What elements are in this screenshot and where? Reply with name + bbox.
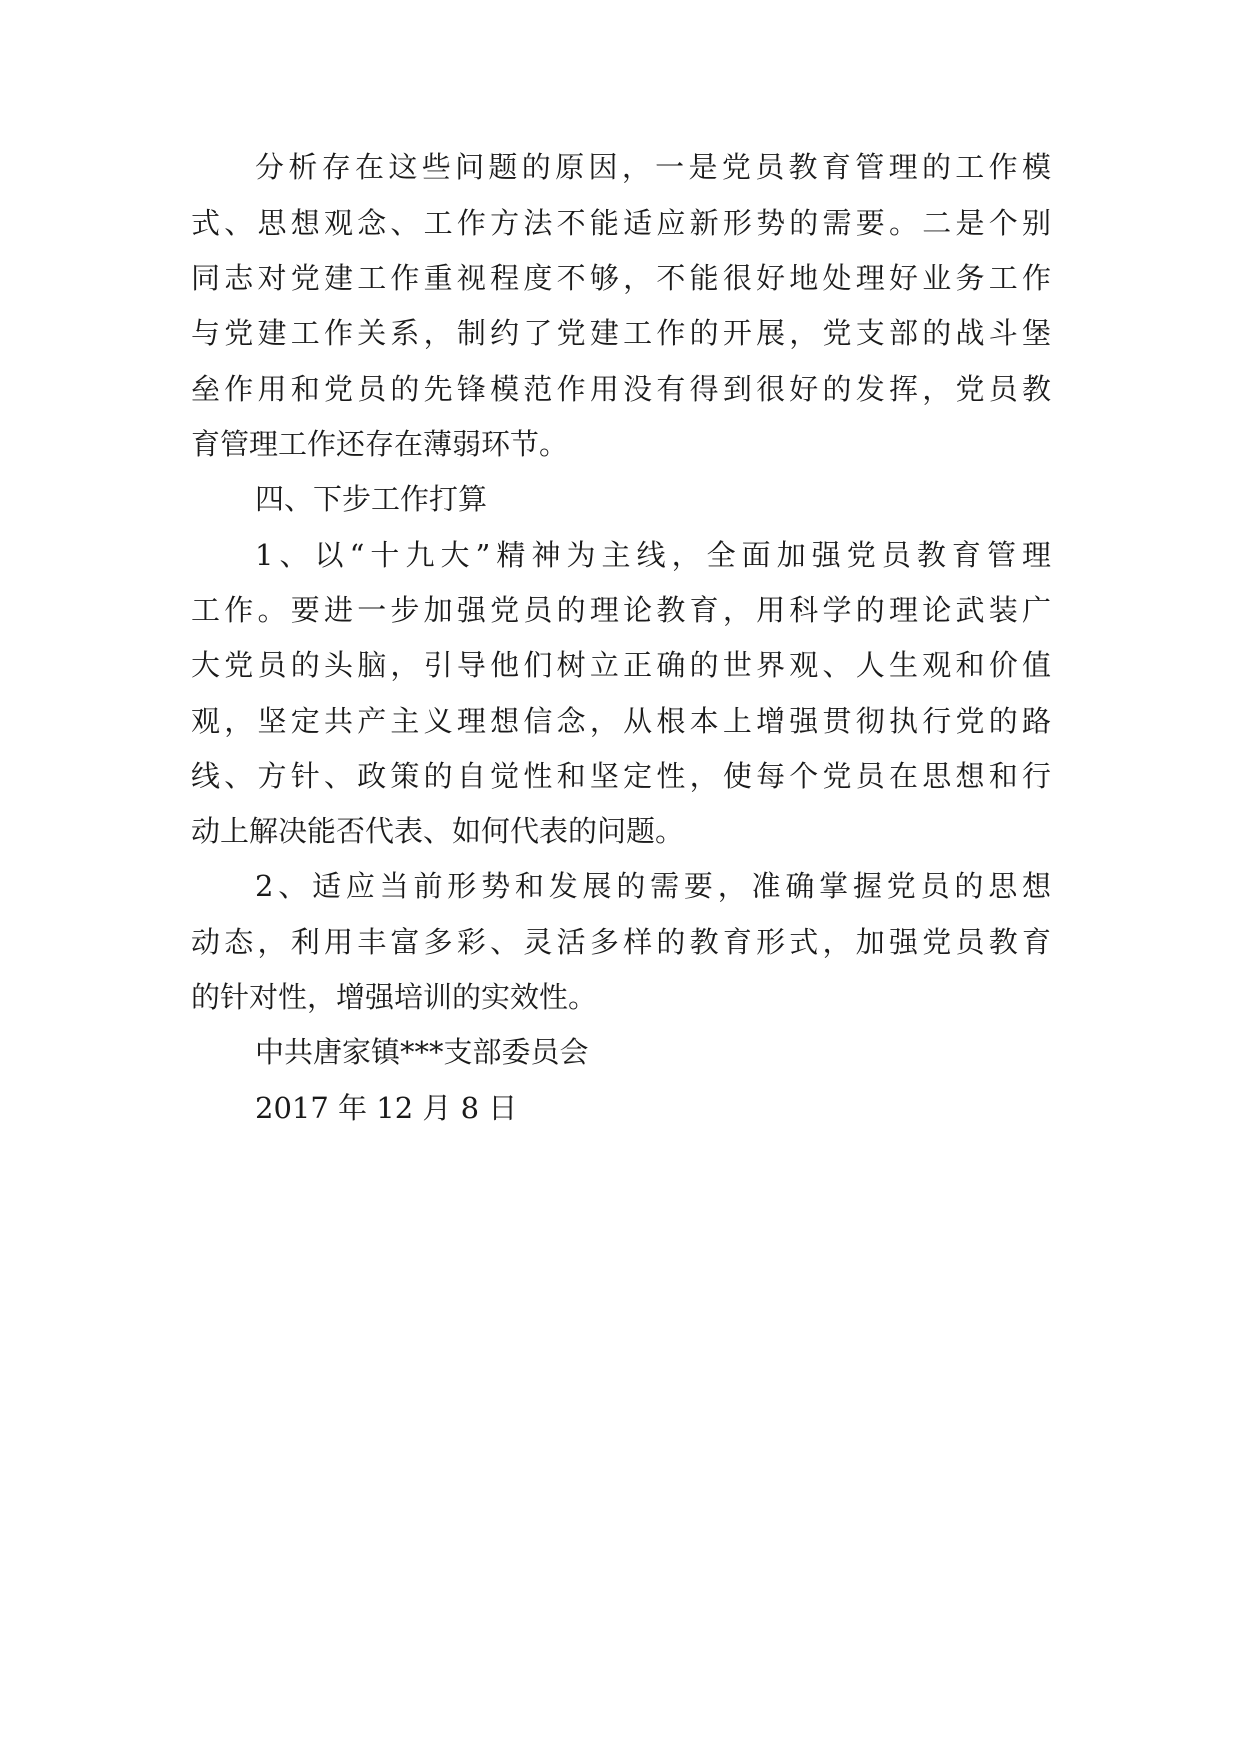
paragraph-1-line-4: 与党建工作关系，制约了党建工作的开展，党支部的战斗堡 <box>191 316 1051 350</box>
paragraph-1-line-3: 同志对党建工作重视程度不够，不能很好地处理好业务工作 <box>191 261 1051 295</box>
item-1-line-4: 观，坚定共产主义理想信念，从根本上增强贯彻执行党的路 <box>191 704 1051 738</box>
item-1-line-5: 线、方针、政策的自觉性和坚定性，使每个党员在思想和行 <box>191 759 1051 793</box>
item-2-line-1: 2、适应当前形势和发展的需要，准确掌握党员的思想 <box>255 869 1051 903</box>
item-1-line-3: 大党员的头脑，引导他们树立正确的世界观、人生观和价值 <box>191 648 1051 682</box>
item-1-line-6: 动上解决能否代表、如何代表的问题。 <box>191 814 685 848</box>
signature-organization: 中共唐家镇***支部委员会 <box>255 1035 589 1069</box>
paragraph-1-line-5: 垒作用和党员的先锋模范作用没有得到很好的发挥，党员教 <box>191 372 1051 406</box>
paragraph-1-line-1: 分析存在这些问题的原因，一是党员教育管理的工作模 <box>255 150 1051 184</box>
item-2-line-3: 的针对性，增强培训的实效性。 <box>191 980 598 1014</box>
item-2-line-2: 动态，利用丰富多彩、灵活多样的教育形式，加强党员教育 <box>191 925 1051 959</box>
signature-date: 2017 年 12 月 8 日 <box>255 1091 518 1125</box>
section-heading: 四、下步工作打算 <box>255 482 488 516</box>
paragraph-1-line-6: 育管理工作还存在薄弱环节。 <box>191 427 569 461</box>
paragraph-1-line-2: 式、思想观念、工作方法不能适应新形势的需要。二是个别 <box>191 206 1051 240</box>
item-1-line-2: 工作。要进一步加强党员的理论教育，用科学的理论武装广 <box>191 593 1051 627</box>
item-1-line-1: 1、以“十九大”精神为主线，全面加强党员教育管理 <box>255 538 1051 572</box>
